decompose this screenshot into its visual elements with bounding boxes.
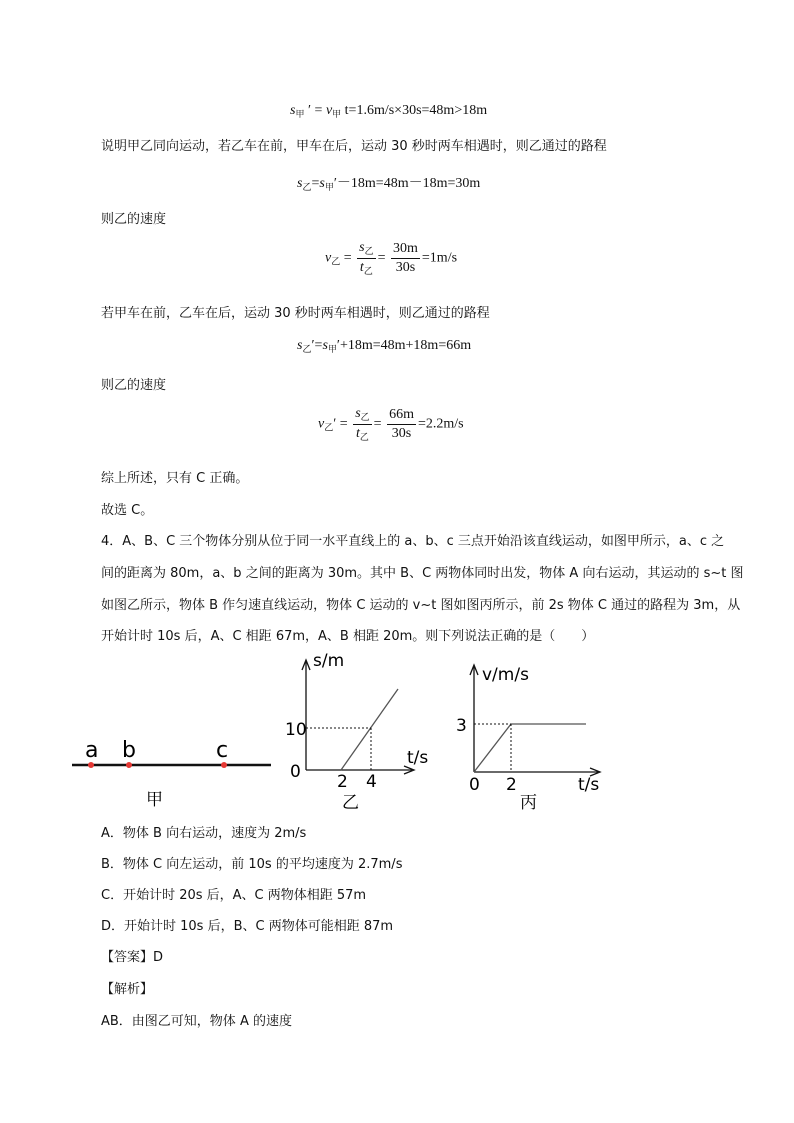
bing-v-t-ramp [474,724,511,772]
figure-bing [456,665,600,813]
equation-s-yi-prime: $s_乙'=s_甲'+18m=48m+18m=66m$ [297,338,472,354]
yi-tick-10: 10 [285,720,307,740]
figures [0,645,794,820]
equation-s-jia-prime: $s_甲$ ′ = $v_甲$ t=1.6m/s×30s=48m>18m [290,103,488,119]
option-a: A．物体 B 向右运动，速度为 2m/s [101,826,307,841]
bing-tick-2: 2 [506,775,517,795]
fraction-s-over-t: $\frac{s_乙}{t_乙}$ [359,240,374,276]
yi-origin: 0 [290,762,301,782]
figure-yi [285,651,428,813]
analysis-ab-line: AB．由图乙可知，物体 A 的速度 [101,1014,292,1029]
label-c: c [216,738,229,763]
yi-s-t-line [341,689,398,770]
yi-tick-2: 2 [337,772,348,792]
option-c: C．开始计时 20s 后，A、C 两物体相距 57m [101,888,367,903]
paragraph-3: 若甲车在前，乙车在后，运动 30 秒时两车相遇时，则乙通过的路程 [101,306,490,321]
bing-origin: 0 [469,775,480,795]
bing-tick-3: 3 [456,716,467,736]
caption-bing: 丙 [520,793,537,813]
label-b: b [122,738,136,763]
yi-y-label: s/m [313,651,345,671]
caption-jia: 甲 [146,790,163,810]
question-4-line-2: 间的距离为 80m，a、b 之间的距离为 30m。其中 B、C 两物体同时出发，物体 A 向右运动，其运动的 s~t 图 [101,566,744,581]
paragraph-6: 故选 C。 [101,503,154,518]
fraction-s-over-t-2: $\frac{s_乙}{t_乙}$ [355,406,370,442]
label-a: a [85,738,99,763]
fraction-values: $\frac{30m}{30s}$ [393,241,418,275]
equation-s-yi: $s_乙=s_甲'-18m=48m-18m=30m$ [297,176,481,192]
paragraph-2: 则乙的速度 [101,212,167,227]
equation-v-yi-prime: $v_乙'$ = $\frac{s_乙}{t_乙}$ = $\frac{66m}{30s}$ =2.2m/s [318,406,464,442]
caption-yi: 乙 [342,793,359,813]
bing-y-label: v/m/s [482,665,529,685]
question-4-line-4: 开始计时 10s 后，A、C 相距 67m，A、B 相距 20m。则下列说法正确的是（ ） [101,629,595,644]
paragraph-5: 综上所述，只有 C 正确。 [101,471,249,486]
option-b: B．物体 C 向左运动，前 10s 的平均速度为 2.7m/s [101,857,403,872]
answer-label: 【答案】D [101,950,164,965]
option-d: D．开始计时 10s 后，B、C 两物体可能相距 87m [101,919,394,934]
bing-x-label: t/s [578,775,600,795]
figure-jia [72,738,271,810]
paragraph-1: 说明甲乙同向运动，若乙车在前，甲车在后，运动 30 秒时两车相遇时，则乙通过的路程 [101,139,607,154]
fraction-values-2: $\frac{66m}{30s}$ [389,407,414,441]
yi-tick-4: 4 [366,772,377,792]
equation-v-yi: $v_乙$ = $\frac{s_乙}{t_乙}$ = $\frac{30m}{30s}$ =1m/s [325,240,458,276]
question-4-line-1: 4．A、B、C 三个物体分别从位于同一水平直线上的 a、b、c 三点开始沿该直线运动，如图甲所示，a、c 之 [101,534,725,549]
yi-x-label: t/s [407,748,429,768]
paragraph-4: 则乙的速度 [101,378,167,393]
question-4-line-3: 如图乙所示，物体 B 作匀速直线运动，物体 C 运动的 v~t 图如图丙所示，前 2s 物体 C 通过的路程为 3m，从 [101,598,741,613]
analysis-label: 【解析】 [101,982,154,997]
